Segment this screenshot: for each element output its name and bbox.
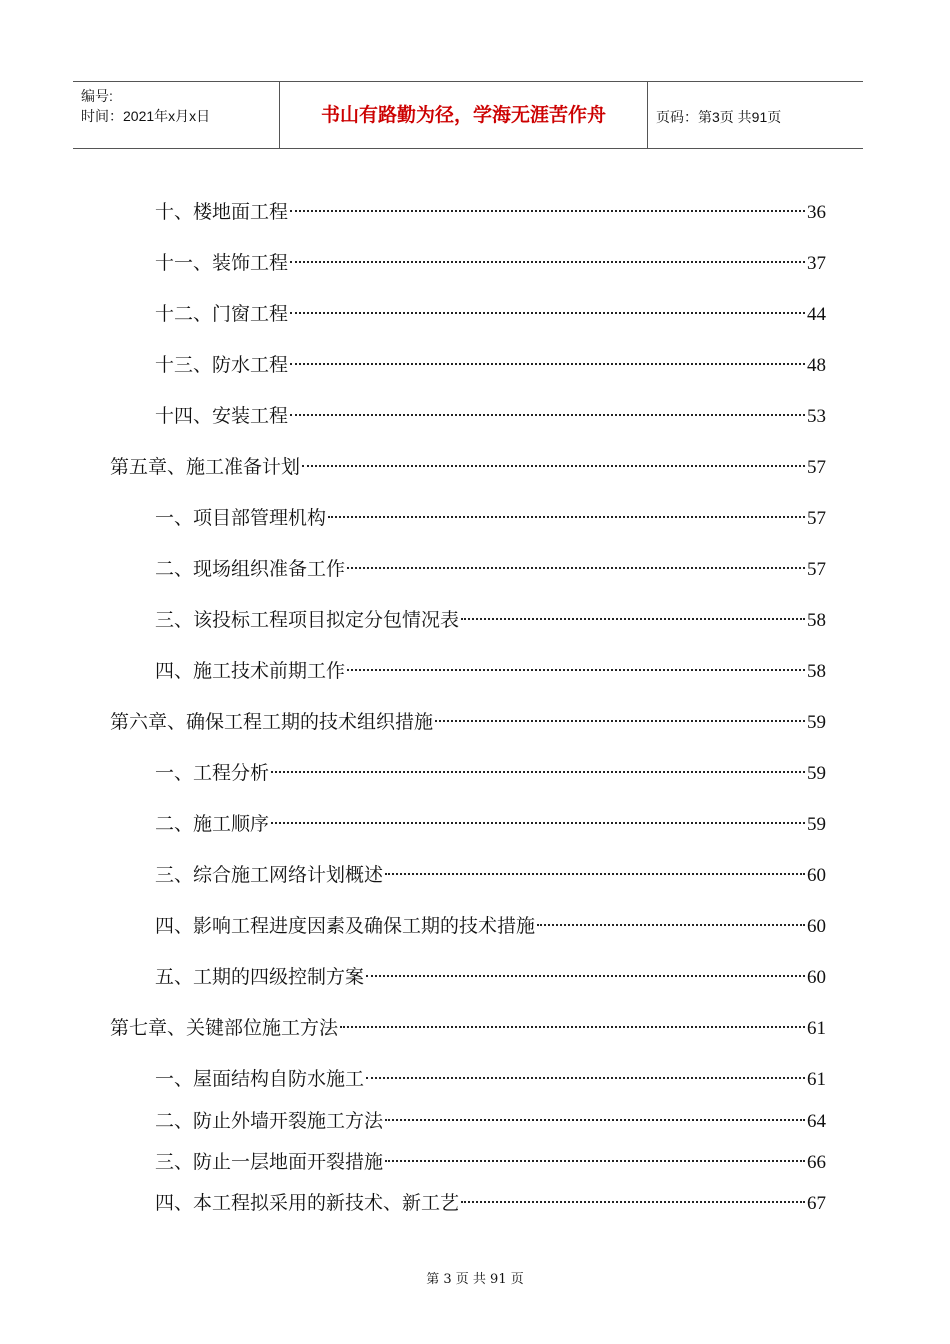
toc-entry (155, 863, 826, 888)
toc-entry-label: 十四、安装工程 (155, 405, 289, 427)
toc-dot-leader (366, 1077, 805, 1079)
toc-entry (155, 200, 826, 225)
toc-entry (155, 404, 826, 429)
toc-entry-page: 59 (807, 814, 826, 835)
toc-entry-label: 一、屋面结构自防水施工 (155, 1068, 365, 1090)
toc-dot-leader (290, 210, 805, 212)
toc-entry-page: 59 (807, 763, 826, 784)
toc-entry-page: 53 (807, 406, 826, 427)
toc-entry (155, 1109, 826, 1134)
toc-entry-label: 十一、装饰工程 (155, 252, 289, 274)
toc-dot-leader (385, 873, 805, 875)
toc-entry-label: 三、防止一层地面开裂措施 (155, 1151, 384, 1173)
toc-entry (110, 1016, 826, 1041)
toc-dot-leader (461, 1201, 805, 1203)
toc-entry-page: 57 (807, 559, 826, 580)
toc-entry (155, 965, 826, 990)
toc-dot-leader (290, 363, 805, 365)
toc-entry-label: 二、防止外墙开裂施工方法 (155, 1110, 384, 1132)
toc-dot-leader (347, 669, 805, 671)
toc-entry (155, 302, 826, 327)
toc-dot-leader (347, 567, 805, 569)
toc-entry (155, 1150, 826, 1175)
toc-entry-label: 一、工程分析 (155, 762, 270, 784)
toc-entry-label: 三、该投标工程项目拟定分包情况表 (155, 609, 460, 631)
toc-entry-page: 57 (807, 457, 826, 478)
toc-entry-page: 64 (807, 1111, 826, 1132)
toc-entry-page: 36 (807, 202, 826, 223)
toc-entry (155, 1191, 826, 1216)
toc-entry-label: 第五章、施工准备计划 (110, 456, 301, 478)
number-label: 编号: (81, 88, 113, 104)
toc-entry (110, 710, 826, 735)
toc-entry-label: 十、楼地面工程 (155, 201, 289, 223)
toc-entry-label: 四、影响工程进度因素及确保工期的技术措施 (155, 915, 536, 937)
toc-dot-leader (328, 516, 805, 518)
toc-entry (155, 557, 826, 582)
date-label: 时间：2021年x月x日 (81, 108, 211, 124)
toc-dot-leader (290, 261, 805, 263)
header-motto: 书山有路勤为径，学海无涯苦作舟 (320, 104, 606, 126)
toc-entry-label: 四、本工程拟采用的新技术、新工艺 (155, 1192, 460, 1214)
toc-entry (155, 659, 826, 684)
toc-dot-leader (271, 822, 805, 824)
toc-dot-leader (366, 975, 805, 977)
toc-entry-label: 一、项目部管理机构 (155, 507, 327, 529)
toc-entry (155, 1067, 826, 1092)
toc-entry-label: 第七章、关键部位施工方法 (110, 1017, 339, 1039)
toc-dot-leader (435, 720, 805, 722)
toc-dot-leader (385, 1160, 805, 1162)
toc-entry (155, 761, 826, 786)
toc-entry (155, 251, 826, 276)
toc-entry-page: 59 (807, 712, 826, 733)
toc-entry-label: 第六章、确保工程工期的技术组织措施 (110, 711, 434, 733)
toc-entry-page: 44 (807, 304, 826, 325)
toc-dot-leader (537, 924, 805, 926)
toc-entry (155, 812, 826, 837)
header-page-info: 页码：第3页 共91页 (656, 109, 782, 125)
toc-entry (155, 608, 826, 633)
toc-dot-leader (340, 1026, 805, 1028)
toc-dot-leader (290, 312, 805, 314)
toc-entry-page: 60 (807, 967, 826, 988)
toc-entry-page: 66 (807, 1152, 826, 1173)
toc-dot-leader (302, 465, 805, 467)
toc-entry-page: 57 (807, 508, 826, 529)
toc-entry-label: 二、现场组织准备工作 (155, 558, 346, 580)
toc-entry-page: 61 (807, 1018, 826, 1039)
toc-entry-label: 五、工期的四级控制方案 (155, 966, 365, 988)
toc-dot-leader (385, 1119, 805, 1121)
toc-entry (155, 353, 826, 378)
toc-entry-label: 二、施工顺序 (155, 813, 270, 835)
toc-entry-page: 58 (807, 661, 826, 682)
toc-entry-page: 61 (807, 1069, 826, 1090)
toc-entry-label: 十二、门窗工程 (155, 303, 289, 325)
toc-entry-page: 48 (807, 355, 826, 376)
toc-entry-page: 60 (807, 865, 826, 886)
toc-entry-label: 四、施工技术前期工作 (155, 660, 346, 682)
toc-dot-leader (290, 414, 805, 416)
toc-entry-page: 60 (807, 916, 826, 937)
toc-dot-leader (271, 771, 805, 773)
toc-dot-leader (461, 618, 805, 620)
page-footer: 第 3 页 共 91 页 (426, 1272, 524, 1287)
toc-entry-label: 十三、防水工程 (155, 354, 289, 376)
toc-entry-page: 67 (807, 1193, 826, 1214)
toc-entry-page: 58 (807, 610, 826, 631)
toc-entry (155, 914, 826, 939)
toc-entry-page: 37 (807, 253, 826, 274)
toc-entry-label: 三、综合施工网络计划概述 (155, 864, 384, 886)
toc-entry (110, 455, 826, 480)
toc-entry (155, 506, 826, 531)
